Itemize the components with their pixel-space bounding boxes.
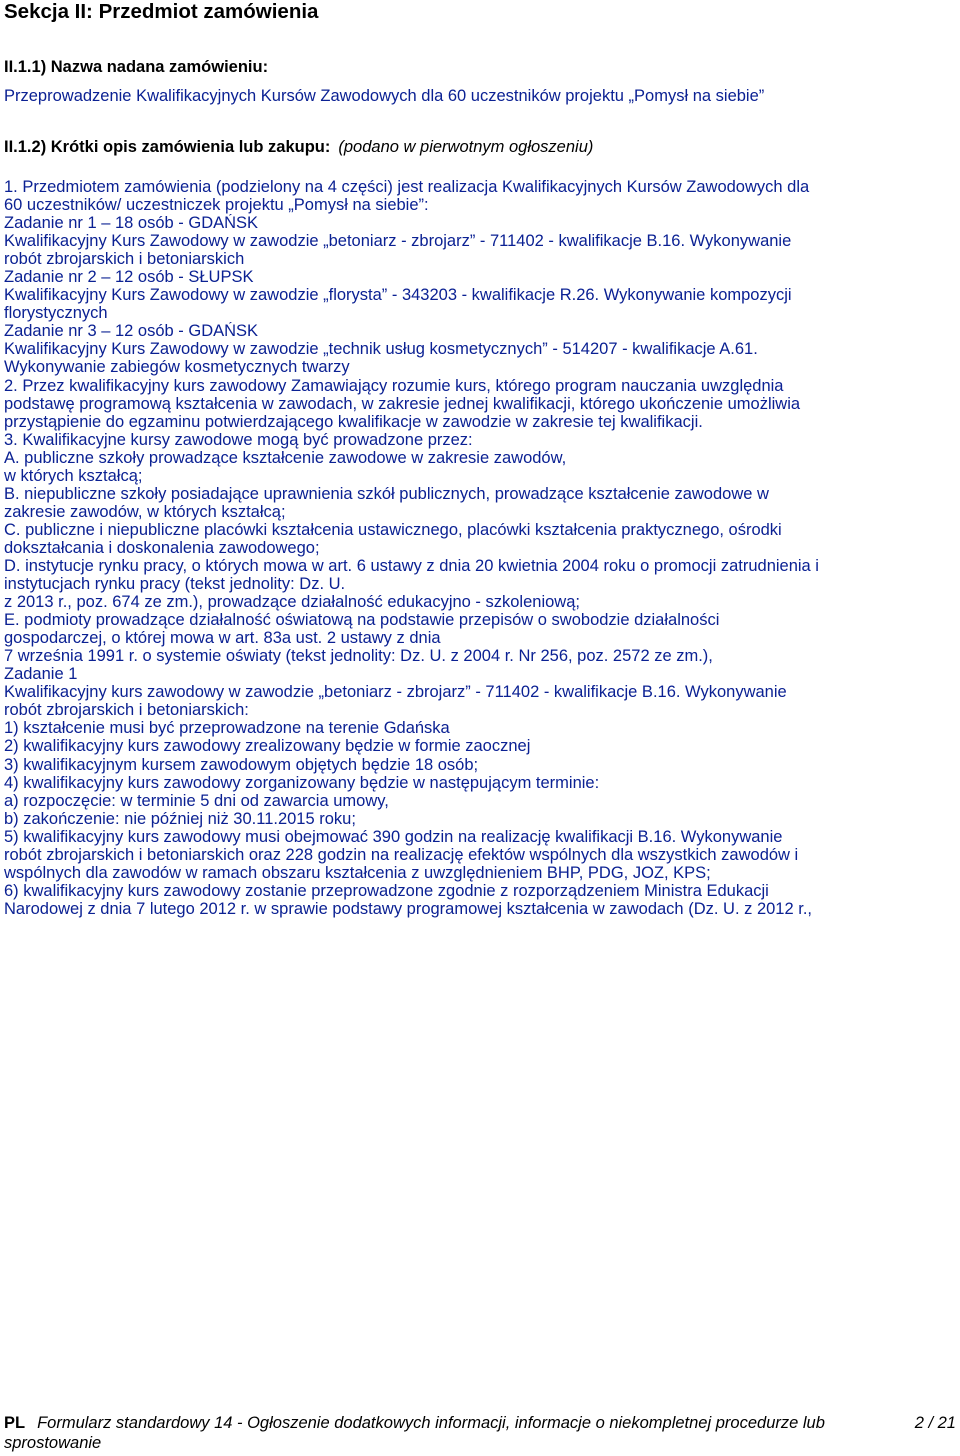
description-line: robót zbrojarskich i betoniarskich [4, 250, 245, 269]
field-2-label: II.1.2) Krótki opis zamówienia lub zakupu: [4, 138, 331, 156]
description-line: 60 uczestników/ uczestniczek projektu „Pomysł na siebie”: [4, 196, 429, 215]
description-line: B. niepubliczne szkoły posiadające uprawnienia szkół publicznych, prowadzące kształcenie zawodowe w [4, 484, 769, 503]
description-line: Zadanie nr 2 – 12 osób - SŁUPSK [4, 268, 254, 287]
description-line: A. publiczne szkoły prowadzące kształcenie zawodowe w zakresie zawodów, [4, 448, 567, 467]
page-footer [4, 1413, 956, 1453]
description-line: Kwalifikacyjny Kurs Zawodowy w zawodzie „florysta” - 343203 - kwalifikacje R.26. Wykonywanie kompozycji [4, 286, 792, 305]
description-line: 4) kwalifikacyjny kurs zawodowy zorganizowany będzie w następującym terminie: [4, 773, 600, 792]
section-title: Sekcja II: Przedmiot zamówienia [4, 0, 319, 23]
description-line: dokształcania i doskonalenia zawodowego; [4, 538, 320, 557]
description-line: 6) kwalifikacyjny kurs zawodowy zostanie przeprowadzone zgodnie z rozporządzeniem Ministra Edukacji [4, 881, 769, 900]
description-line: 1. Przedmiotem zamówienia (podzielony na 4 części) jest realizacja Kwalifikacyjnych Kursów Zawodowych dla [4, 178, 810, 196]
description-line: zakresie zawodów, w których kształcą; [4, 502, 286, 521]
description-line: podstawę programową kształcenia w zawodach, w zakresie jednej kwalifikacji, którego ukończenie umożliwia [4, 394, 801, 413]
page-counter: 2 / 21 [914, 1414, 956, 1432]
description-line: florystycznych [4, 304, 108, 323]
description-line: przystąpienie do egzaminu potwierdzającego kwalifikacje w zawodzie w zakresie tej kwalifikacji. [4, 412, 703, 431]
description-line: D. instytucje rynku pracy, o których mowa w art. 6 ustawy z dnia 20 kwietnia 2004 roku o promocji zatrudnienia i [4, 556, 819, 575]
description-line: Kwalifikacyjny kurs zawodowy w zawodzie „betoniarz - zbrojarz” - 711402 - kwalifikacje B.16. Wykonywanie [4, 683, 787, 702]
description-line: 3) kwalifikacyjnym kursem zawodowym objętych będzie 18 osób; [4, 755, 479, 774]
field-2-heading [4, 137, 593, 157]
description-line: z 2013 r., poz. 674 ze zm.), prowadzące działalność edukacyjno - szkoleniową; [4, 593, 580, 612]
description-line: Kwalifikacyjny Kurs Zawodowy w zawodzie „technik usług kosmetycznych” - 514207 - kwalifikacje A.61. [4, 340, 758, 359]
footer-language: PL [4, 1414, 26, 1432]
description-line: w których kształcą; [4, 466, 143, 485]
description-line: Wykonywanie zabiegów kosmetycznych twarzy [4, 358, 350, 377]
description-line: 2. Przez kwalifikacyjny kurs zawodowy Zamawiający rozumie kurs, którego program nauczania uwzględnia [4, 376, 784, 395]
description-line: robót zbrojarskich i betoniarskich: [4, 701, 249, 720]
description-line: Kwalifikacyjny Kurs Zawodowy w zawodzie „betoniarz - zbrojarz” - 711402 - kwalifikacje B.16. Wykonywanie [4, 232, 792, 251]
footer-form-title-cont: sprostowanie [4, 1434, 102, 1452]
description-line: Zadanie 1 [4, 665, 78, 684]
description-line: C. publiczne i niepubliczne placówki kształcenia ustawicznego, placówki kształcenia praktycznego, ośrodki [4, 520, 782, 539]
footer-form-title: Formularz standardowy 14 - Ogłoszenie dodatkowych informacji, informacje o niekompletnej procedurze lub [37, 1414, 825, 1432]
description-line: robót zbrojarskich i betoniarskich oraz 228 godzin na realizację efektów wspólnych dla wszystkich zawodów i [4, 845, 799, 864]
field-2-note: (podano w pierwotnym ogłoszeniu) [338, 138, 594, 156]
description-body [4, 178, 956, 918]
description-line: b) zakończenie: nie później niż 30.11.2015 roku; [4, 809, 356, 828]
description-line: Narodowej z dnia 7 lutego 2012 r. w sprawie podstawy programowej kształcenia w zawodach (Dz. U. z 2012 r., [4, 899, 812, 918]
description-line: E. podmioty prowadzące działalność oświatową na podstawie przepisów o swobodzie działalności [4, 611, 720, 630]
description-line: 3. Kwalifikacyjne kursy zawodowe mogą być prowadzone przez: [4, 430, 473, 449]
description-line: instytucjach rynku pracy (tekst jednolity: Dz. U. [4, 575, 346, 594]
description-line: a) rozpoczęcie: w terminie 5 dni od zawarcia umowy, [4, 791, 389, 810]
description-line: 1) kształcenie musi być przeprowadzone na terenie Gdańska [4, 719, 450, 738]
field-1-label: II.1.1) Nazwa nadana zamówieniu: [4, 58, 269, 76]
field-1-value: Przeprowadzenie Kwalifikacyjnych Kursów Zawodowych dla 60 uczestników projektu „Pomysł na siebie” [4, 87, 765, 105]
description-line: 5) kwalifikacyjny kurs zawodowy musi obejmować 390 godzin na realizację kwalifikacji B.16. Wykonywanie [4, 827, 783, 846]
description-line: gospodarczej, o której mowa w art. 83a ust. 2 ustawy z dnia [4, 629, 441, 648]
description-line: wspólnych dla zawodów w ramach obszaru kształcenia z uwzględnieniem BHP, PDG, JOZ, KPS; [4, 863, 711, 882]
description-line: 2) kwalifikacyjny kurs zawodowy zrealizowany będzie w formie zaocznej [4, 737, 531, 756]
description-line: 7 września 1991 r. o systemie oświaty (tekst jednolity: Dz. U. z 2004 r. Nr 256, poz. 2572 ze zm.), [4, 647, 713, 666]
description-line: Zadanie nr 1 – 18 osób - GDAŃSK [4, 214, 259, 233]
description-line: Zadanie nr 3 – 12 osób - GDAŃSK [4, 322, 259, 341]
